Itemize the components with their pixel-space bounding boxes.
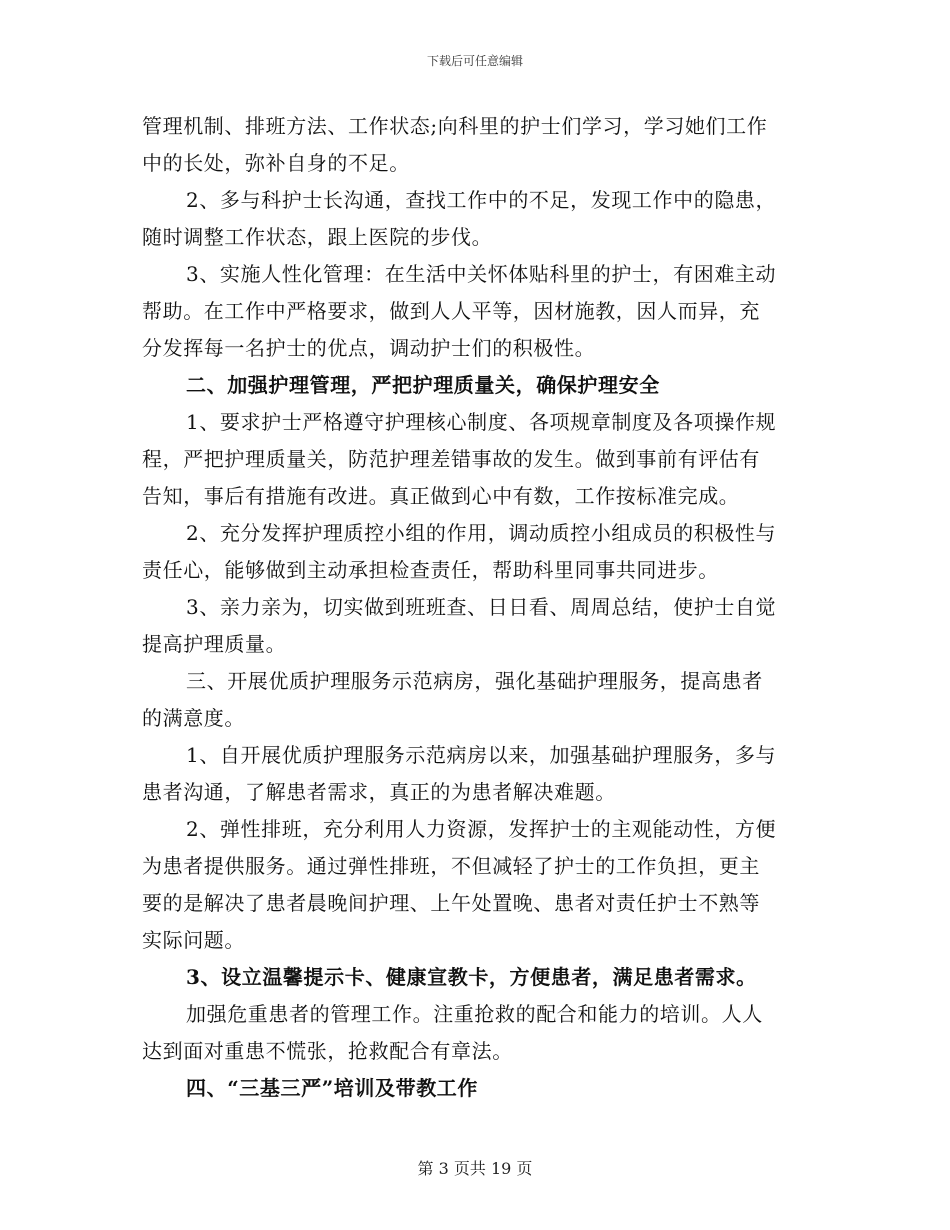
paragraph-line: 为患者提供服务。通过弹性排班，不但减轻了护士的工作负担，更主 (142, 854, 760, 878)
document-body (142, 108, 807, 1107)
paragraph-line: 告知，事后有措施有改进。真正做到心中有数，工作按标准完成。 (142, 484, 740, 508)
paragraph-line: 分发挥每一名护士的优点，调动护士们的积极性。 (142, 336, 596, 360)
paragraph-line: 加强危重患者的管理工作。注重抢救的配合和能力的培训。人人 (186, 1002, 763, 1026)
page-header: 下载后可任意编辑 (426, 54, 523, 68)
paragraph-line: 程，严把护理质量关，防范护理差错事故的发生。做到事前有评估有 (142, 447, 760, 471)
section-heading-line: 3、设立温馨提示卡、健康宣教卡，方便患者，满足患者需求。 (186, 965, 757, 989)
paragraph-line: 中的长处，弥补自身的不足。 (142, 151, 410, 175)
paragraph-line: 患者沟通，了解患者需求，真正的为患者解决难题。 (142, 780, 616, 804)
paragraph-line: 随时调整工作状态，跟上医院的步伐。 (142, 225, 493, 249)
paragraph-line: 1、自开展优质护理服务示范病房以来，加强基础护理服务，多与 (186, 743, 777, 767)
paragraph-line: 3、实施人性化管理：在生活中关怀体贴科里的护士，有困难主动 (186, 262, 777, 286)
section-heading-line: 四、“三基三严”培训及带教工作 (186, 1076, 479, 1100)
paragraph-line: 2、充分发挥护理质控小组的作用，调动质控小组成员的积极性与 (186, 521, 777, 545)
paragraph-line: 2、弹性排班，充分利用人力资源，发挥护士的主观能动性，方便 (186, 817, 777, 841)
section-heading-line: 二、加强护理管理，严把护理质量关，确保护理安全 (186, 373, 660, 397)
paragraph-line: 3、亲力亲为，切实做到班班查、日日看、周周总结，使护士自觉 (186, 595, 777, 619)
paragraph-line: 1、要求护士严格遵守护理核心制度、各项规章制度及各项操作规 (186, 410, 777, 434)
paragraph-line: 的满意度。 (142, 706, 245, 730)
page-footer: 第 3 页共 19 页 (417, 1159, 533, 1178)
paragraph-line: 2、多与科护士长沟通，查找工作中的不足，发现工作中的隐患， (186, 188, 777, 212)
paragraph-line: 实际问题。 (142, 928, 245, 952)
paragraph-line: 责任心，能够做到主动承担检查责任，帮助科里同事共同进步。 (142, 558, 719, 582)
paragraph-line: 达到面对重患不慌张，抢救配合有章法。 (142, 1039, 513, 1063)
paragraph-line: 帮助。在工作中严格要求，做到人人平等，因材施教，因人而异，充 (142, 299, 760, 323)
paragraph-line: 三、开展优质护理服务示范病房，强化基础护理服务，提高患者 (186, 669, 763, 693)
paragraph-line: 管理机制、排班方法、工作状态;向科里的护士们学习，学习她们工作 (142, 114, 768, 138)
paragraph-line: 提高护理质量。 (142, 632, 287, 656)
paragraph-line: 要的是解决了患者晨晚间护理、上午处置晚、患者对责任护士不熟等 (142, 891, 760, 915)
